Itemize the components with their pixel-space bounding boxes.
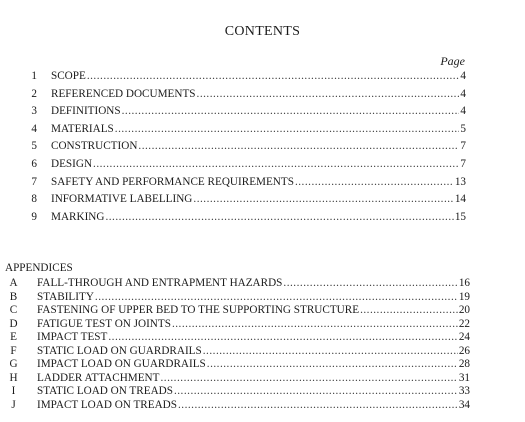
section-number: 8	[31, 193, 37, 205]
toc-entry-informative-labelling[interactable]	[0, 191, 466, 208]
page-number: 22	[458, 318, 470, 330]
section-number: 2	[31, 88, 37, 100]
page-number: 31	[458, 372, 470, 384]
toc-entry-definitions[interactable]	[0, 103, 466, 120]
page-number: 7	[460, 140, 466, 152]
dot-leader	[115, 121, 460, 138]
appendix-letter: I	[11, 385, 16, 397]
section-label: CONSTRUCTION	[51, 140, 138, 152]
page-number: 13	[454, 176, 466, 188]
section-number: 7	[31, 176, 37, 188]
appendix-letter: C	[9, 304, 18, 316]
appendix-letter: H	[9, 372, 18, 384]
dot-leader	[178, 397, 458, 414]
appendix-letter: F	[10, 345, 17, 357]
appendix-letter: J	[11, 399, 16, 411]
section-label: MARKING	[51, 211, 105, 223]
page-number: 24	[458, 331, 470, 343]
appendix-label: STABILITY	[37, 291, 94, 303]
toc-entry-scope[interactable]	[0, 68, 466, 85]
section-number: 6	[31, 158, 37, 170]
toc-appendix-j[interactable]	[0, 397, 470, 414]
toc-entry-construction[interactable]	[0, 138, 466, 155]
section-label: SCOPE	[51, 70, 86, 82]
appendices-heading: APPENDICES	[5, 262, 73, 274]
page-number: 19	[458, 291, 470, 303]
page-number: 34	[458, 399, 470, 411]
page-number: 5	[460, 123, 466, 135]
appendix-letter: B	[9, 291, 18, 303]
page-column-header: Page	[440, 54, 465, 68]
page-number: 28	[458, 358, 470, 370]
page-number: 20	[458, 304, 470, 316]
section-number: 3	[31, 105, 37, 117]
appendix-label: FATIGUE TEST ON JOINTS	[37, 318, 171, 330]
dot-leader	[295, 174, 454, 191]
dot-leader	[122, 103, 460, 120]
appendix-label: STATIC LOAD ON TREADS	[37, 385, 173, 397]
appendix-label: IMPACT LOAD ON GUARDRAILS	[37, 358, 206, 370]
appendix-label: STATIC LOAD ON GUARDRAILS	[37, 345, 202, 357]
appendix-letter: A	[9, 277, 18, 289]
section-number: 5	[31, 140, 37, 152]
section-number: 1	[31, 70, 37, 82]
dot-leader	[87, 68, 460, 85]
appendix-label: IMPACT TEST	[37, 331, 108, 343]
page-number: 4	[460, 70, 466, 82]
appendix-letter: D	[9, 318, 18, 330]
page-number: 26	[458, 345, 470, 357]
section-label: DEFINITIONS	[51, 105, 121, 117]
section-number: 9	[31, 211, 37, 223]
appendix-letter: G	[9, 358, 18, 370]
dot-leader	[105, 209, 453, 226]
appendix-label: FASTENING OF UPPER BED TO THE SUPPORTING STRUCTURE	[37, 304, 360, 316]
section-number: 4	[31, 123, 37, 135]
appendix-letter: E	[10, 331, 17, 343]
page-number: 14	[454, 193, 466, 205]
page-number: 15	[454, 211, 466, 223]
section-label: SAFETY AND PERFORMANCE REQUIREMENTS	[51, 176, 294, 188]
appendix-label: IMPACT LOAD ON TREADS	[37, 399, 177, 411]
toc-entry-marking[interactable]	[0, 209, 466, 226]
section-label: INFORMATIVE LABELLING	[51, 193, 193, 205]
dot-leader	[197, 86, 460, 103]
section-label: REFERENCED DOCUMENTS	[51, 88, 196, 100]
section-label: DESIGN	[51, 158, 93, 170]
page-number: 4	[460, 105, 466, 117]
appendix-label: LADDER ATTACHMENT	[37, 372, 160, 384]
page-number: 16	[458, 277, 470, 289]
toc-entry-materials[interactable]	[0, 121, 466, 138]
appendix-label: FALL-THROUGH AND ENTRAPMENT HAZARDS	[37, 277, 283, 289]
dot-leader	[138, 138, 459, 155]
toc-entry-design[interactable]	[0, 156, 466, 173]
dot-leader	[193, 191, 453, 208]
contents-title: CONTENTS	[224, 24, 301, 39]
toc-entry-referenced-documents[interactable]	[0, 86, 466, 103]
toc-entry-safety-and-performance[interactable]	[0, 174, 466, 191]
dot-leader	[93, 156, 459, 173]
section-label: MATERIALS	[51, 123, 114, 135]
page-number: 7	[460, 158, 466, 170]
page-number: 4	[460, 88, 466, 100]
page-number: 33	[458, 385, 470, 397]
